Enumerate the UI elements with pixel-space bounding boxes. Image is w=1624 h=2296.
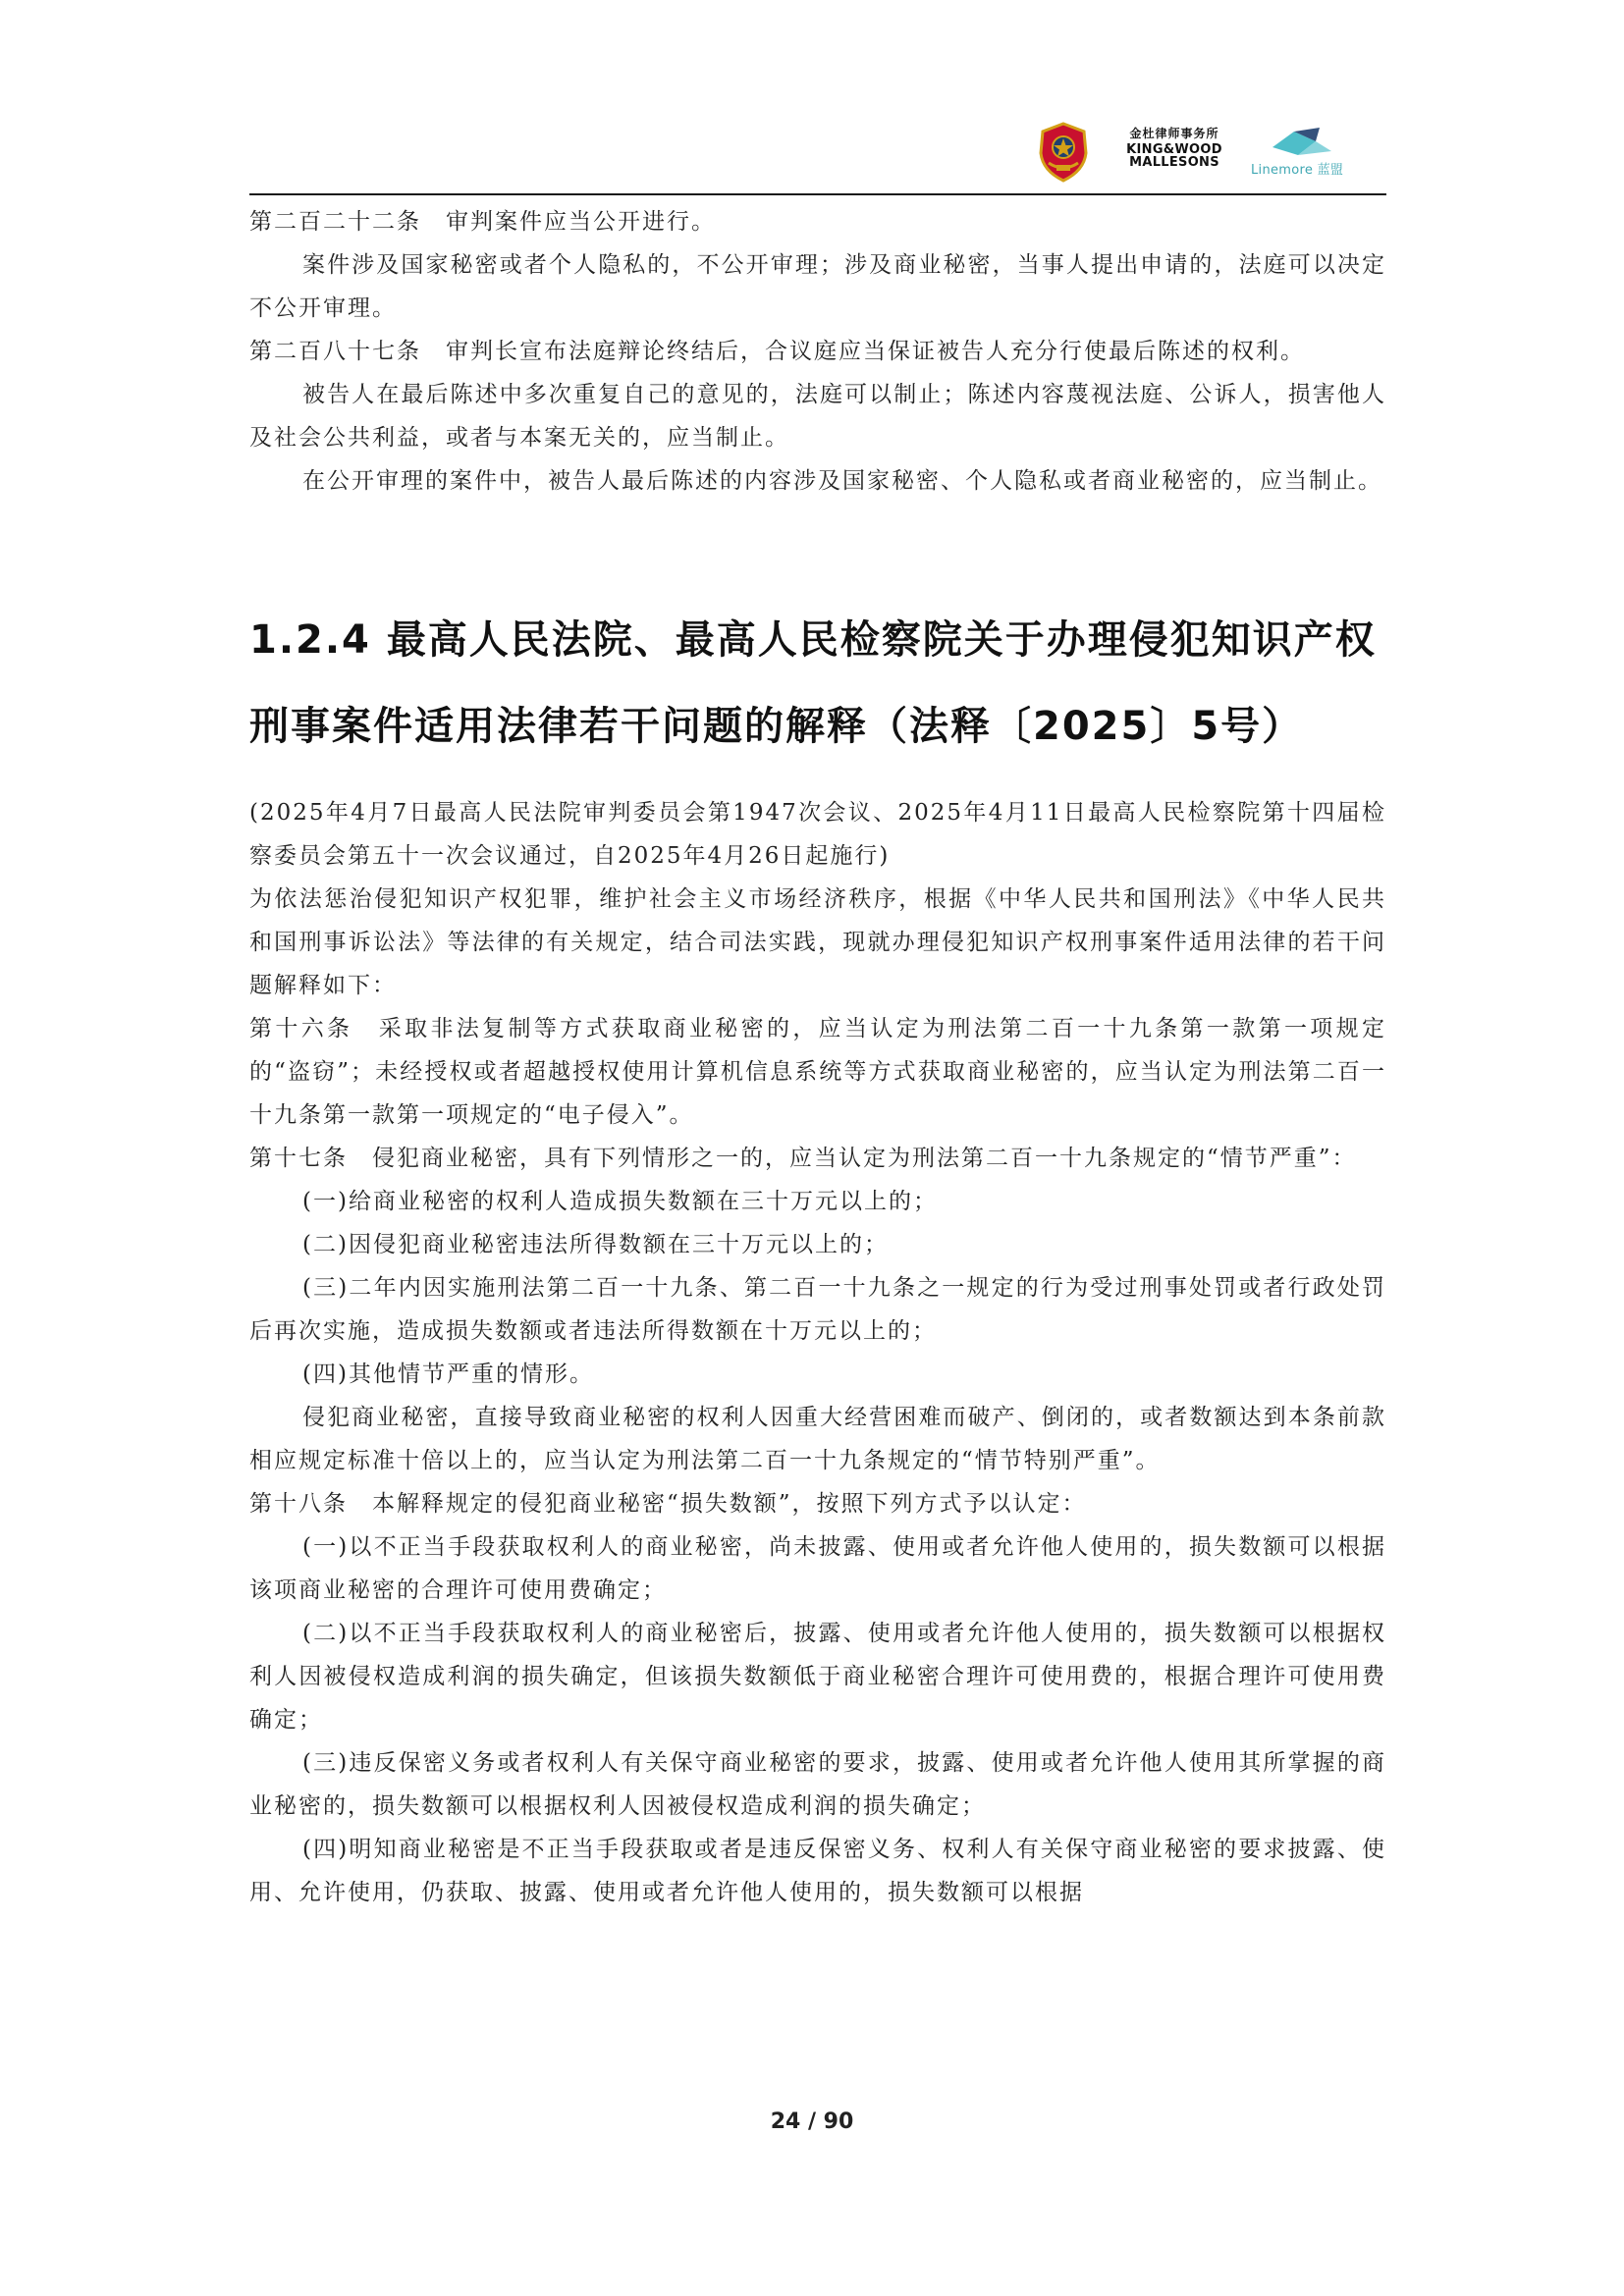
section-heading: 1.2.4 最高人民法院、最高人民检察院关于办理侵犯知识产权刑事案件适用法律若干问题的解释（法释〔2025〕5号）	[249, 617, 1377, 749]
paragraph: 第二百二十二条 审判案件应当公开进行。	[249, 209, 716, 235]
document-body	[249, 200, 1386, 1914]
paragraph: 为依法惩治侵犯知识产权犯罪，维护社会主义市场经济秩序，根据《中华人民共和国刑法》《中华人民共和国刑事诉讼法》等法律的有关规定，结合司法实践，现就办理侵犯知识产权刑事案件适用法律的若干问题解释如下：	[249, 886, 1386, 998]
paragraph: 被告人在最后陈述中多次重复自己的意见的，法庭可以制止；陈述内容蔑视法庭、公诉人，损害他人及社会公共利益，或者与本案无关的，应当制止。	[249, 382, 1386, 451]
paragraph: 第十六条 采取非法复制等方式获取商业秘密的，应当认定为刑法第二百一十九条第一款第一项规定的“盗窃”；未经授权或者超越授权使用计算机信息系统等方式获取商业秘密的，应当认定为刑法第二百一十九条第一款第一项规定的“电子侵入”。	[249, 1016, 1386, 1128]
paragraph: (三)违反保密义务或者权利人有关保守商业秘密的要求，披露、使用或者允许他人使用其所掌握的商业秘密的，损失数额可以根据权利人因被侵权造成利润的损失确定；	[249, 1750, 1386, 1819]
procuratorate-emblem-icon	[1035, 122, 1092, 183]
paragraph: 案件涉及国家秘密或者个人隐私的，不公开审理；涉及商业秘密，当事人提出申请的，法庭可以决定不公开审理。	[249, 252, 1386, 321]
paragraph: 第十七条 侵犯商业秘密，具有下列情形之一的，应当认定为刑法第二百一十九条规定的“情节严重”：	[249, 1146, 1357, 1171]
paragraph: (一)给商业秘密的权利人造成损失数额在三十万元以上的；	[302, 1189, 938, 1214]
linemore-logo-text: Linemore 蓝盟	[1251, 163, 1344, 178]
kw-logo-english-line2: MALLESONS	[1129, 155, 1219, 171]
header-divider	[249, 193, 1386, 195]
paragraph: 在公开审理的案件中，被告人最后陈述的内容涉及国家秘密、个人隐私或者商业秘密的，应当制止。	[302, 468, 1382, 494]
paragraph: 第二百八十七条 审判长宣布法庭辩论终结后，合议庭应当保证被告人充分行使最后陈述的权利。	[249, 339, 1305, 364]
paragraph: 侵犯商业秘密，直接导致商业秘密的权利人因重大经营困难而破产、倒闭的，或者数额达到本条前款相应规定标准十倍以上的，应当认定为刑法第二百一十九条规定的“情节特别严重”。	[249, 1405, 1386, 1473]
kw-logo-english-line1: KING&WOOD	[1126, 141, 1222, 157]
paragraph: (一)以不正当手段获取权利人的商业秘密，尚未披露、使用或者允许他人使用的，损失数额可以根据该项商业秘密的合理许可使用费确定；	[249, 1534, 1386, 1603]
paragraph: (四)其他情节严重的情形。	[302, 1362, 594, 1387]
section-statute-excerpt	[249, 200, 1386, 503]
paragraph: 第十八条 本解释规定的侵犯商业秘密“损失数额”，按照下列方式予以认定：	[249, 1491, 1087, 1517]
paragraph: (二)以不正当手段获取权利人的商业秘密后，披露、使用或者允许他人使用的，损失数额可以根据权利人因被侵权造成利润的损失确定，但该损失数额低于商业秘密合理许可使用费的，根据合理许可使用费确定；	[249, 1621, 1386, 1733]
paragraph: (四)明知商业秘密是不正当手段获取或者是违反保密义务、权利人有关保守商业秘密的要求披露、使用、允许使用，仍获取、披露、使用或者允许他人使用的，损失数额可以根据	[249, 1837, 1386, 1905]
section-judicial-interpretation	[249, 791, 1386, 1914]
king-wood-mallesons-logo	[1115, 128, 1233, 170]
paragraph: (2025年4月7日最高人民法院审判委员会第1947次会议、2025年4月11日最高人民检察院第十四届检察委员会第五十一次会议通过，自2025年4月26日起施行)	[249, 800, 1386, 869]
paragraph: (三)二年内因实施刑法第二百一十九条、第二百一十九条之一规定的行为受过刑事处罚或者行政处罚后再次实施，造成损失数额或者违法所得数额在十万元以上的；	[249, 1275, 1386, 1344]
kw-logo-chinese: 金杜律师事务所	[1129, 127, 1219, 140]
page-number: 24 / 90	[770, 2109, 854, 2134]
paragraph: (二)因侵犯商业秘密违法所得数额在三十万元以上的；	[302, 1232, 889, 1257]
